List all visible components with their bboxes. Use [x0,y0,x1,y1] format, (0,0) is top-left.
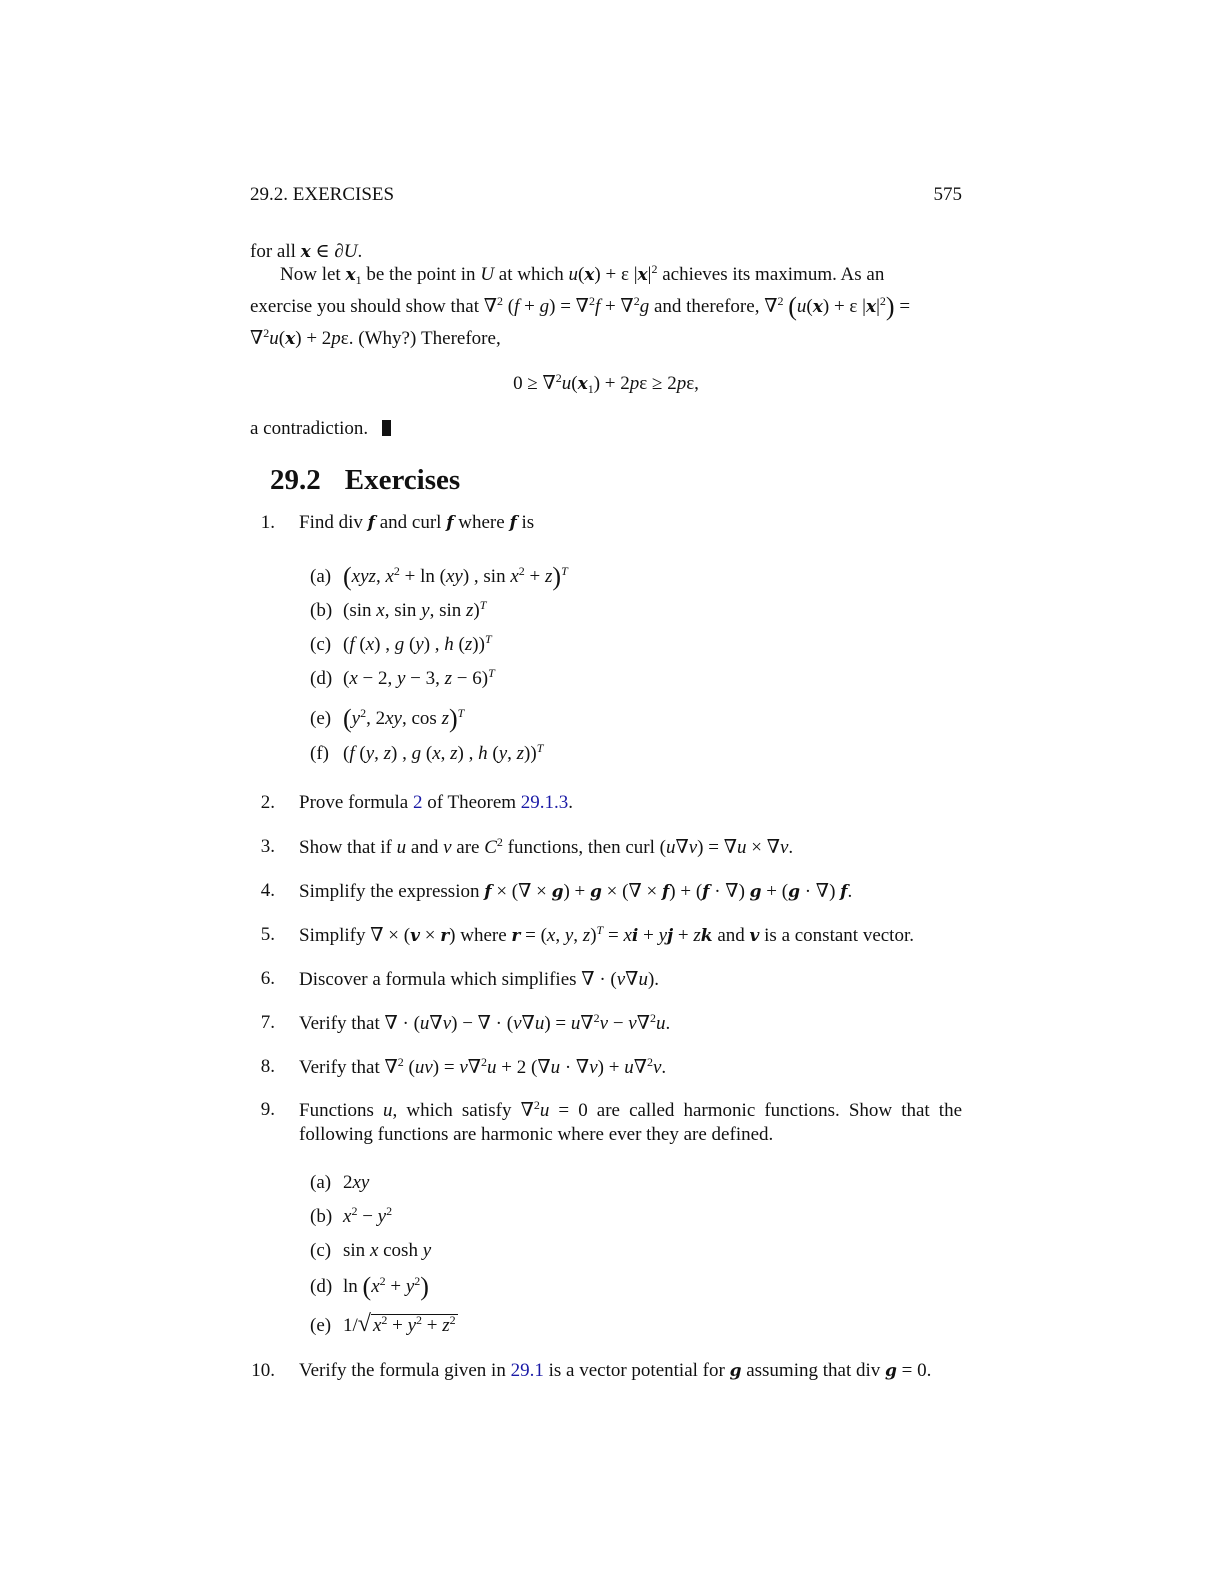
exercise-1e: (e) ($y^2$, 2xy, cos z)$^T$ [310,704,465,733]
exercise-1f: (f) (f (y, z) , g (x, z) , h (y, z))$^T$ [310,741,544,764]
qed-symbol [382,420,391,436]
section-heading [270,464,460,497]
section-title: Exercises [344,464,461,496]
intro-line-3: exercise you should show that ∇$^2$ (f + g) = ∇$^2$f + ∇$^2$g and therefore, ∇$^2$ (u(x) + ε $|x|^2$) = [250,292,911,321]
exercise-9a: (a) 2xy [310,1172,370,1193]
formula-link[interactable]: 2 [412,792,423,813]
intro-line-1: for all x ∈ ∂U. [250,241,363,262]
theorem-link[interactable]: 29.1.3 [520,792,569,813]
display-equation: $0 \ge \nabla^2u(x_1) + 2p\varepsilon \ge 2p\varepsilon$, [513,371,699,396]
page-number: 575 [933,184,962,205]
exercise-9c: (c) sin x cosh y [310,1240,432,1261]
equation-link[interactable]: 29.1 [510,1360,544,1381]
header-section: 29.2. EXERCISES [250,184,395,205]
exercise-1d: (d) (x − 2, y − 3, z − 6)$^T$ [310,666,495,689]
running-header [250,184,962,206]
exercise-9b: (b) $x^2 - y^2$ [310,1204,393,1227]
section-number: 29.2 [270,464,321,496]
contradiction-line: a contradiction. [250,418,962,440]
exercise-1c: (c) (f (x) , g (y) , h (z))$^T$ [310,632,492,655]
intro-line-4: ∇$^2$u(x) + 2pε. (Why?) Therefore, [250,326,501,349]
exercise-1a: (a) (xyz, $x^2 + \ln (xy)$ , $\sin x^2 + z)^T$ [310,562,568,591]
exercise-9d: (d) $\ln (x^2 + y^2)$ [310,1272,429,1301]
exercise-1b: (b) (sin x, sin y, sin z)$^T$ [310,598,487,621]
exercise-9e: (e) 1/√ $x^2 + y^2 + z^2$ [310,1311,456,1337]
document-page: 29.2. EXERCISES 575 for all x ∈ ∂U. Now let $x_1$ be the point in U at which u(x) + ε $|x|^2$ achieves its maximum. As an exercise you should show that ∇$^2$ (f + g) = ∇$^2$f + ∇$^2$g and therefore, ∇$^2$ (u(x) + ε $|x|^2$) = ∇$^2$u(x) + 2pε. (Why?) Therefore, $0 \ge \nabla^2u(x_1) + 2p\varepsilon \ge 2p\varepsilon$, a contradiction. 29.2 Exercises 1. Find div f and curl f where f is (a) (xyz, $x^2 + \ln (xy)$ , $\sin x^2 + z)^T$ (b) (sin x, sin y, sin z)$^T$ (c) (f (x) , g (y) , h (z))$^T$ (d) (x − 2, y − 3, z − 6)$^T$ (e) ($y^2$, 2xy, cos z)$^T$ (f) (f (y, z) , g (x, z) , h (y, z))$^T$ 2. Prove formula 2 of Theorem 29.1.3. 3. Show that if u and v are $C^2$ functions, then curl (u∇v) = ∇u × ∇v. 4. Simplify the expression f × (∇ × g) + g × (∇ × f) + (f · ∇) g + (g · ∇) f. 5. Simplify ∇ × (v × r) where r = (x, y, z)$^T$ = xi + yj + zk and v is a constant vector. 6. Discover a formula which simplifies ∇ · (v∇u). 7. Verify that ∇ · (u∇v) − ∇ · (v∇u) = u∇$^2$v − v∇$^2$u. 8. Verify that ∇$^2$ (uv) = v∇$^2$u + 2 (∇u · ∇v) + u∇$^2$v. 9. Functions u, which satisfy ∇$^2$u = 0 are called harmonic functions. Show that the following functions are harmonic where ever they are defined. (a) 2xy (b) $x^2 - y^2$ (c) sin x cosh y (d) $\ln (x^2 + y^2)$ (e) 1/√ $x^2 + y^2 + z^2$ 10. Verify the formula given in 29.1 is a vector potential for g assuming that div g = 0. [250,184,963,1381]
intro-line-2: Now let $x_1$ be the point in U at which u(x) + ε $|x|^2$ achieves its maximum. As an [280,262,885,287]
